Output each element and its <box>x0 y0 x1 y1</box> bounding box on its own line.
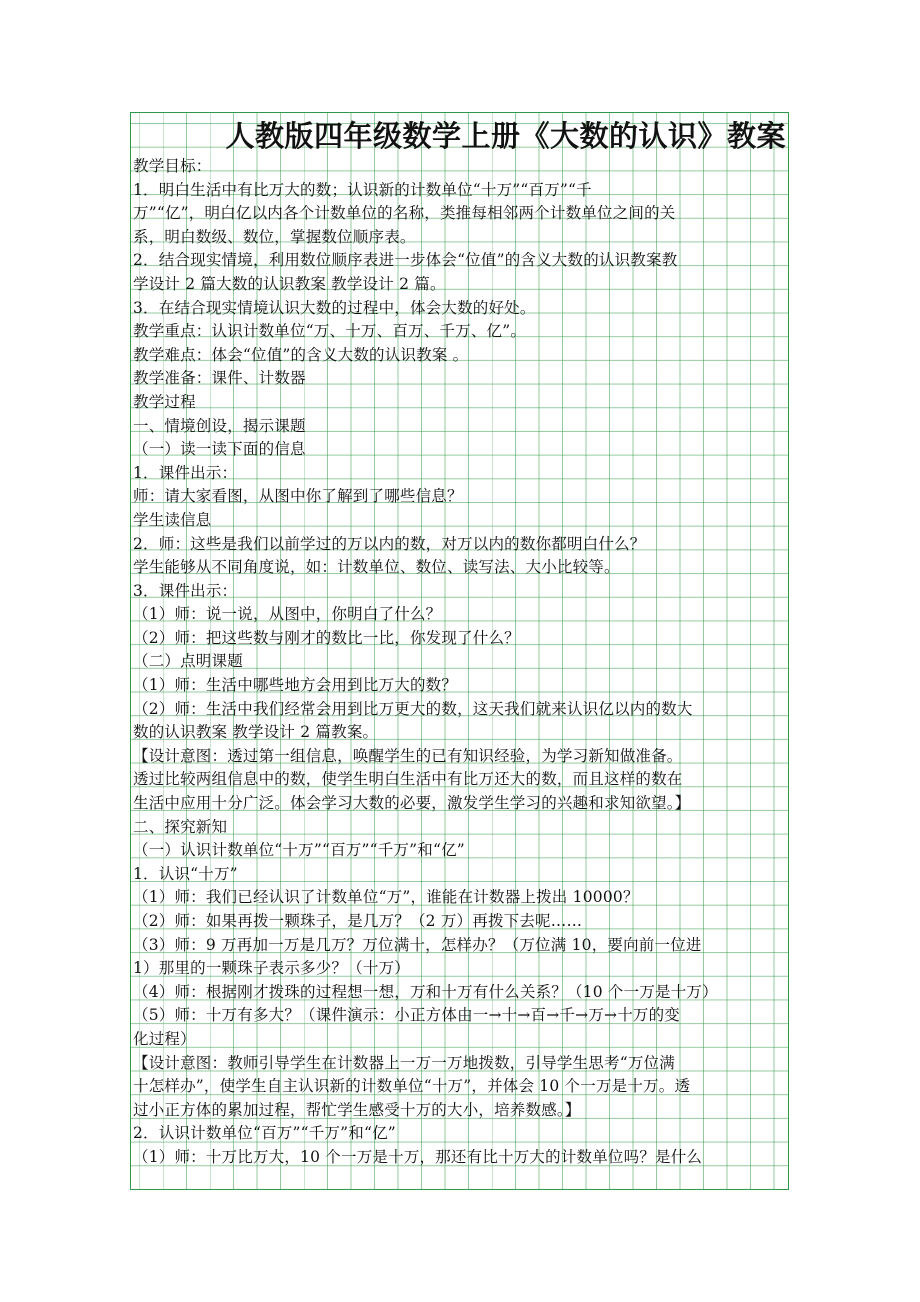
text-line: （1）师：十万比万大，10 个一万是十万，那还有比十万大的计数单位吗？是什么 <box>133 1147 703 1166</box>
text-line: （2）师：如果再拨一颗珠子，是几万？（2 万）再拨下去呢…… <box>133 912 583 930</box>
text-line: 1．明白生活中有比万大的数；认识新的计数单位“十万”“百万”“千 <box>133 180 592 199</box>
text-line: 学生读信息 <box>133 510 212 529</box>
text-line: 教学准备：课件、计数器 <box>133 369 306 388</box>
text-line: 3．课件出示： <box>133 581 238 600</box>
text-line: 师：请大家看图，从图中你了解到了哪些信息？ <box>133 487 463 506</box>
text-line: （3）师：9 万再加一万是几万？万位满十，怎样办？（万位满 10，要向前一位进 <box>133 935 702 954</box>
document-page <box>130 112 789 1190</box>
text-line: 教学目标： <box>133 157 212 175</box>
text-line: 数的认识教案 教学设计 2 篇教案。 <box>133 723 379 742</box>
text-line: 2．结合现实情境，利用数位顺序表进一步体会“位值”的含义大数的认识教案教 <box>133 251 678 270</box>
text-line: （2）师：把这些数与刚才的数比一比，你发现了什么？ <box>133 628 520 647</box>
text-line: （一）认识计数单位“十万”“百万”“千万”和“亿” <box>133 841 465 860</box>
text-line: 过小正方体的累加过程，帮忙学生感受十万的大小，培养数感。】 <box>133 1100 581 1119</box>
text-line: （1）师：生活中哪些地方会用到比万大的数？ <box>133 676 458 695</box>
text-line: 1）那里的一颗珠子表示多少？（十万） <box>133 959 410 978</box>
text-line: 系，明白数级、数位，掌握数位顺序表。 <box>133 227 416 246</box>
text-line: 【设计意图：教师引导学生在计数器上一万一万地拨数，引导学生思考“万位满 <box>133 1053 675 1072</box>
document-body <box>131 155 788 1170</box>
text-line: （1）师：我们已经认识了计数单位“万”，谁能在计数器上拨出 10000？ <box>133 888 639 907</box>
text-line: 一、情境创设，揭示课题 <box>133 416 306 435</box>
text-line: 教学难点：体会“位值”的含义大数的认识教案 。 <box>133 345 469 364</box>
text-line: 学生能够从不同角度说，如：计数单位、数位、读写法、大小比较等。 <box>133 558 620 577</box>
text-line: 透过比较两组信息中的数，使学生明白生活中有比万还大的数，而且这样的数在 <box>133 770 683 789</box>
text-line: 化过程） <box>133 1029 196 1048</box>
text-line: 2．师：这些是我们以前学过的万以内的数，对万以内的数你都明白什么？ <box>133 534 646 553</box>
text-line: （5）师：十万有多大？（课件演示：小正方体由一→十→百→千→万→十万的变 <box>133 1006 681 1025</box>
text-line: 3．在结合现实情境认识大数的过程中，体会大数的好处。 <box>133 298 536 317</box>
text-line: 二、探究新知 <box>133 817 228 836</box>
text-line: 万”“亿”，明白亿以内各个计数单位的名称，类推每相邻两个计数单位之间的关 <box>133 204 676 223</box>
text-line: 【设计意图：透过第一组信息，唤醒学生的已有知识经验，为学习新知做准备。 <box>133 746 683 765</box>
text-line: 生活中应用十分广泛。体会学习大数的必要，激发学生学习的兴趣和求知欲望。】 <box>133 794 691 813</box>
text-line: 2．认识计数单位“百万”“千万”和“亿” <box>133 1124 396 1143</box>
text-line: 1．认识“十万” <box>133 864 238 883</box>
text-line: （一）读一读下面的信息 <box>133 440 306 459</box>
text-line: 学设计 2 篇大数的认识教案 教学设计 2 篇。 <box>133 274 446 293</box>
text-line: （二）点明课题 <box>133 652 243 671</box>
text-line: 教学过程 <box>133 392 196 411</box>
text-line: 1．课件出示： <box>133 463 238 482</box>
text-line: （1）师：说一说，从图中，你明白了什么？ <box>133 605 442 624</box>
document-title: 人教版四年级数学上册《大数的认识》教案 <box>225 119 786 153</box>
text-line: 十怎样办”，使学生自主认识新的计数单位“十万”，并体会 10 个一万是十万。透 <box>133 1077 691 1096</box>
text-line: （2）师：生活中我们经常会用到比万更大的数，这天我们就来认识亿以内的数大 <box>133 699 693 718</box>
text-line: （4）师：根据刚才拨珠的过程想一想，万和十万有什么关系？（10 个一万是十万） <box>133 982 718 1001</box>
text-line: 教学重点：认识计数单位“万、十万、百万、千万、亿”。 <box>133 322 527 341</box>
